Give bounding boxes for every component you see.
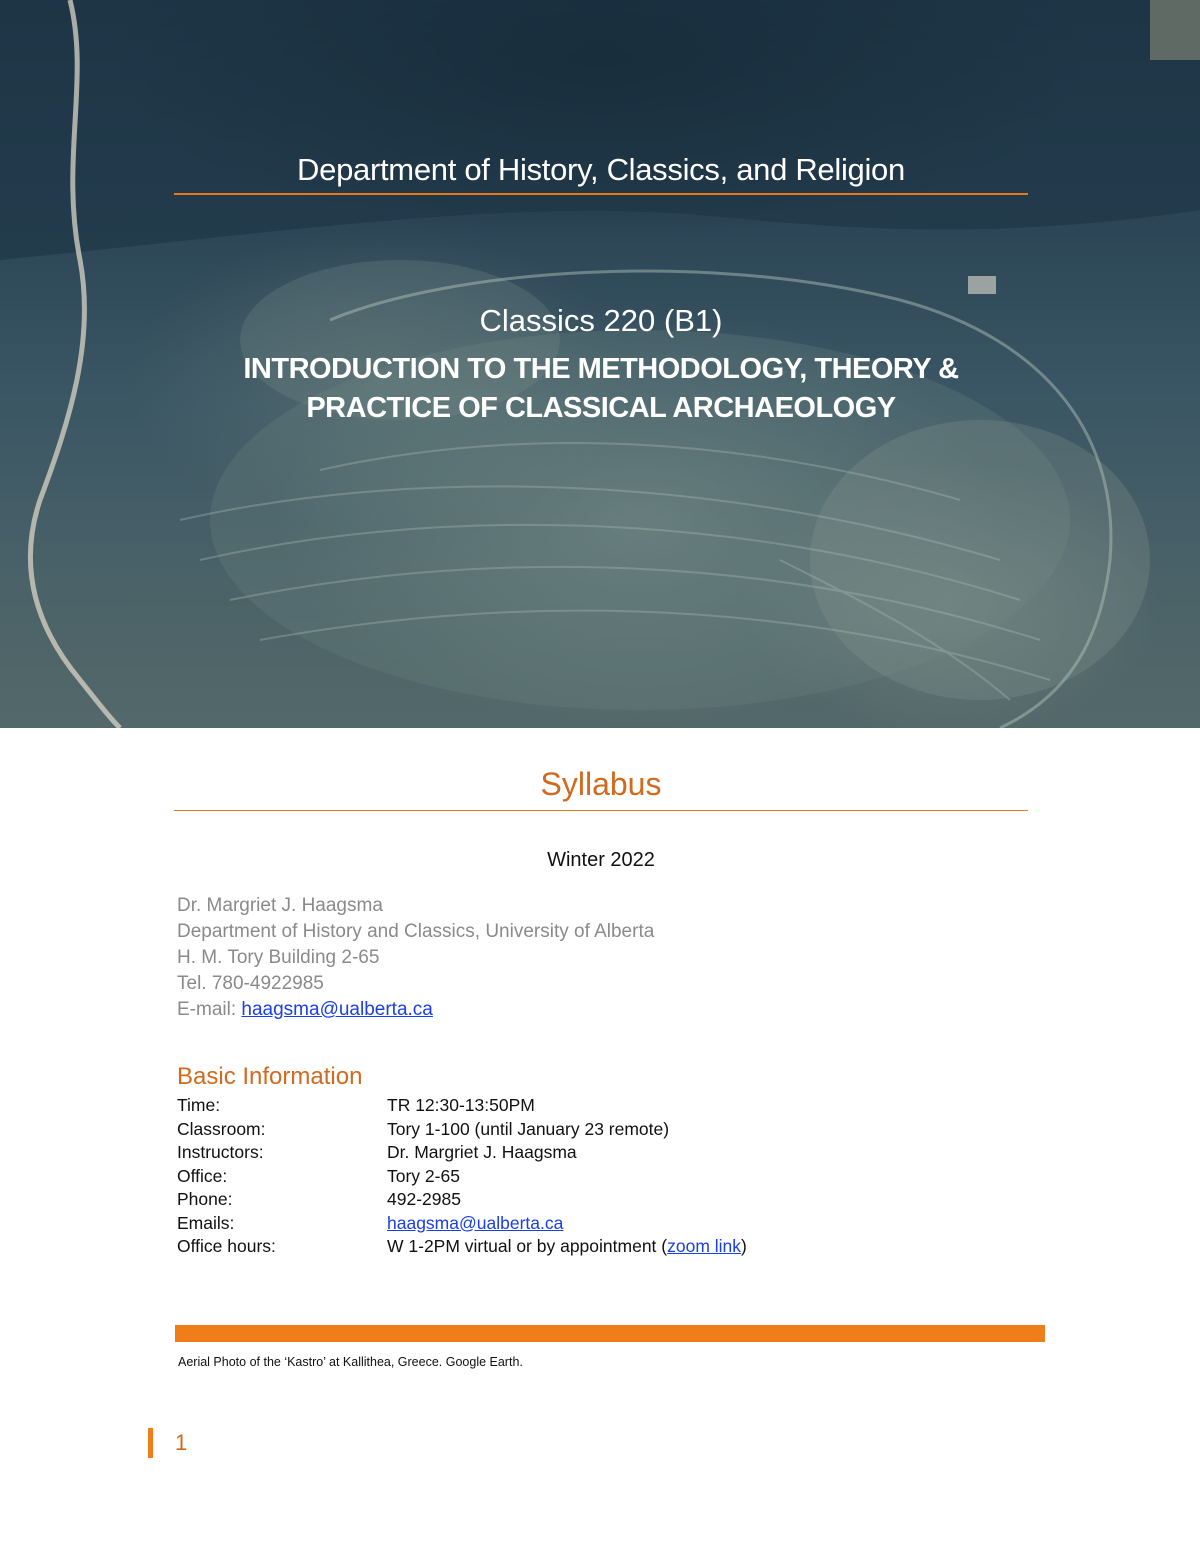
course-title-line-1: INTRODUCTION TO THE METHODOLOGY, THEORY & bbox=[243, 353, 959, 385]
info-row-phone bbox=[177, 1188, 977, 1212]
info-row-time bbox=[177, 1094, 977, 1118]
info-label: Time: bbox=[177, 1095, 221, 1115]
syllabus-heading: Syllabus bbox=[540, 766, 662, 802]
info-value: 492-2985 bbox=[387, 1189, 461, 1209]
instructor-contact-block bbox=[177, 893, 877, 1023]
department-title: Department of History, Classics, and Religion bbox=[297, 152, 905, 187]
term-label: Winter 2022 bbox=[547, 849, 655, 871]
zoom-link[interactable]: zoom link bbox=[667, 1236, 742, 1256]
course-title bbox=[174, 350, 1028, 428]
page-number-marker bbox=[148, 1428, 153, 1458]
info-value: Tory 1-100 (until January 23 remote) bbox=[387, 1118, 670, 1139]
info-value: Dr. Margriet J. Haagsma bbox=[387, 1142, 577, 1162]
course-title-line-2: PRACTICE OF CLASSICAL ARCHAEOLOGY bbox=[306, 392, 896, 424]
info-row-instructors bbox=[177, 1141, 977, 1165]
info-row-emails bbox=[177, 1212, 977, 1236]
footer-accent-bar bbox=[175, 1325, 1045, 1342]
info-row-office-hours bbox=[177, 1235, 977, 1259]
email-label: E-mail: bbox=[177, 999, 242, 1020]
info-value: TR 12:30-13:50PM bbox=[387, 1095, 535, 1115]
instructor-email-line bbox=[177, 997, 877, 1023]
department-title-rule bbox=[174, 193, 1028, 195]
info-row-office bbox=[177, 1165, 977, 1189]
info-label: Emails: bbox=[177, 1212, 235, 1233]
info-value: W 1-2PM virtual or by appointment (zoom link) bbox=[387, 1236, 747, 1256]
info-row-classroom bbox=[177, 1118, 977, 1142]
instructor-name: Dr. Margriet J. Haagsma bbox=[177, 895, 383, 916]
photo-caption: Aerial Photo of the ‘Kastro’ at Kallithea, Greece. Google Earth. bbox=[178, 1355, 523, 1369]
basic-information-heading: Basic Information bbox=[177, 1063, 363, 1090]
email-link[interactable]: haagsma@ualberta.ca bbox=[387, 1212, 564, 1233]
info-label: Phone: bbox=[177, 1189, 233, 1209]
instructor-email-link[interactable]: haagsma@ualberta.ca bbox=[241, 999, 433, 1020]
info-value: Tory 2-65 bbox=[387, 1165, 460, 1186]
info-label: Classroom: bbox=[177, 1118, 266, 1139]
info-label: Office hours: bbox=[177, 1236, 276, 1256]
info-label: Instructors: bbox=[177, 1142, 264, 1162]
basic-information-table bbox=[177, 1094, 977, 1259]
instructor-phone: Tel. 780-4922985 bbox=[177, 973, 324, 994]
page-number: 1 bbox=[175, 1430, 188, 1455]
info-label: Office: bbox=[177, 1165, 228, 1186]
syllabus-rule bbox=[174, 810, 1028, 811]
course-code: Classics 220 (B1) bbox=[479, 303, 723, 338]
instructor-building: H. M. Tory Building 2-65 bbox=[177, 947, 380, 968]
instructor-department: Department of History and Classics, University of Alberta bbox=[177, 921, 655, 942]
cover-aerial-photo bbox=[0, 0, 1200, 728]
